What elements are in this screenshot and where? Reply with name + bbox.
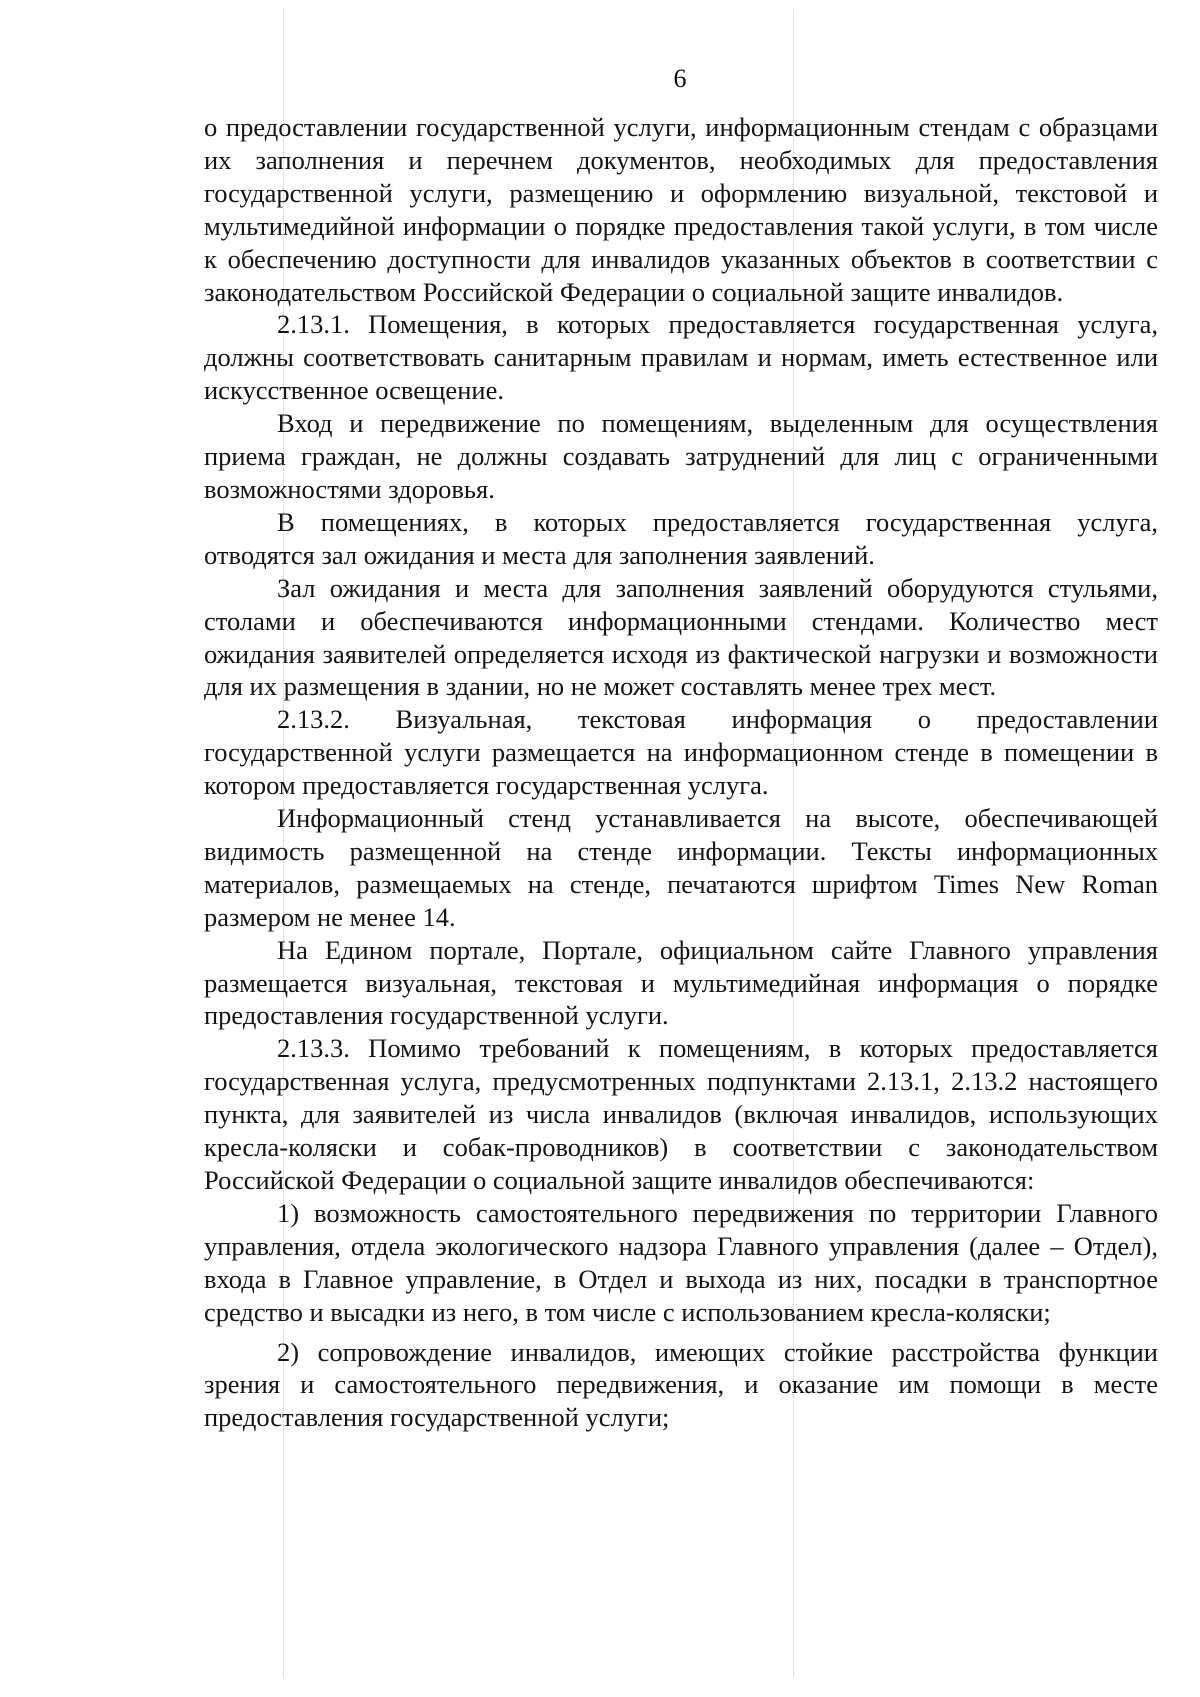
paragraph-2-13-3: 2.13.3. Помимо требований к помещениям, в которых предоставляется государственная услуга, предусмотренных подпунктами 2.13.1, 2.13.2 настоящего пункта, для заявителей из числа инвалидов (включая инвалидов, использующих кресла-коляски и собак-проводников) в соответствии с законодательством Российской Федерации о социальной защите инвалидов обеспечиваются: bbox=[204, 1033, 1158, 1195]
paragraph-2-13-2: 2.13.2. Визуальная, текстовая информация о предоставлении государственной услуги размещается на информационном стенде в помещении в котором предоставляется государственная услуга. bbox=[204, 704, 1158, 801]
list-item-1: 1) возможность самостоятельного передвижения по территории Главного управления, отдела экологического надзора Главного управления (далее – Отдел), входа в Главное управление, в Отдел и выхода из них, посадки в транспортное средство и высадки из него, в том числе с использованием кресла-коляски; bbox=[204, 1197, 1158, 1327]
paragraph-intro-continuation: о предоставлении государственной услуги, информационным стендам с образцами их заполнения и перечнем документов, необходимых для предоставления государственной услуги, размещению и оформлению визуальной, текстовой и мультимедийной информации о порядке предоставления такой услуги, в том числе к обеспечению доступности для инвалидов указанных объектов в соответствии с законодательством Российской Федерации о социальной защите инвалидов. bbox=[204, 112, 1158, 307]
page-number: 6 bbox=[673, 64, 687, 93]
paragraph-waiting-equipment: Зал ожидания и места для заполнения заявлений оборудуются стульями, столами и обеспечиваются информационными стендами. Количество мест ожидания заявителей определяется исходя из фактической нагрузки и возможности для их размещения в здании, но не может составлять менее трех мест. bbox=[204, 572, 1158, 702]
paragraph-portal-info: На Едином портале, Портале, официальном сайте Главного управления размещается визуальная, текстовая и мультимедийная информация о порядке предоставления государственной услуги. bbox=[204, 934, 1158, 1031]
list-item-2: 2) сопровождение инвалидов, имеющих стойкие расстройства функции зрения и самостоятельного передвижения, и оказание им помощи в месте предоставления государственной услуги; bbox=[204, 1336, 1158, 1433]
paragraph-entry-movement: Вход и передвижение по помещениям, выделенным для осуществления приема граждан, не должны создавать затруднений для лиц с ограниченными возможностями здоровья. bbox=[204, 408, 1158, 504]
paragraph-info-stand: Информационный стенд устанавливается на высоте, обеспечивающей видимость размещенной на стенде информации. Тексты информационных материалов, размещаемых на стенде, печатаются шрифтом Times New Roman размером не менее 14. bbox=[204, 803, 1158, 932]
paragraph-2-13-1: 2.13.1. Помещения, в которых предоставляется государственная услуга, должны соответствовать санитарным правилам и нормам, иметь естественное или искусственное освещение. bbox=[204, 309, 1158, 406]
document-body bbox=[204, 111, 1158, 1434]
paragraph-waiting-hall: В помещениях, в которых предоставляется государственная услуга, отводятся зал ожидания и места для заполнения заявлений. bbox=[204, 506, 1158, 570]
